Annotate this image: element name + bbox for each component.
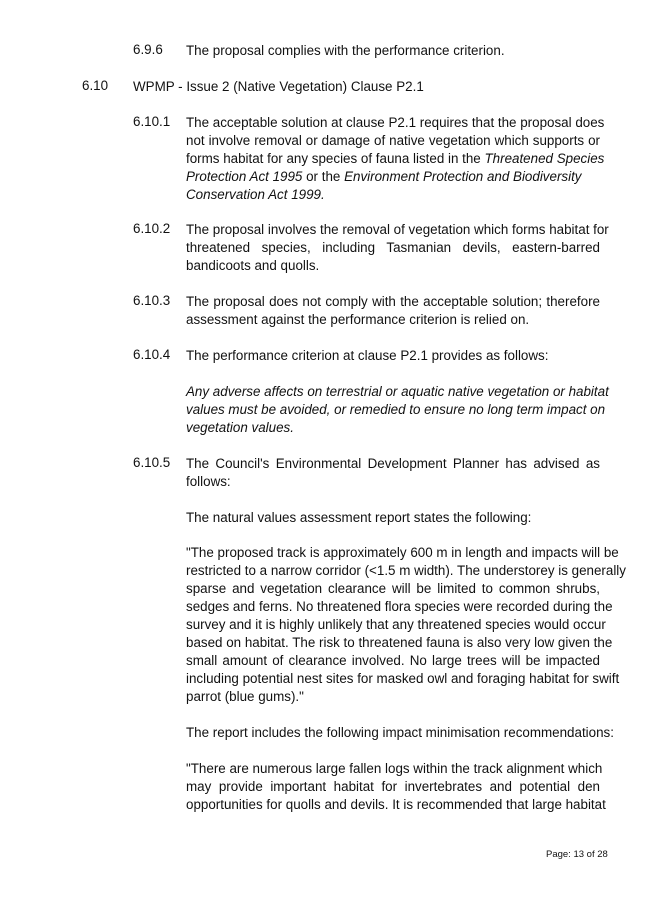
act-title-threatened-species-cont: Protection Act 1995 [186,169,303,184]
clause-number-6-10-2: 6.10.2 [133,221,171,236]
clause-6-10-1-line-5: Conservation Act 1999. [186,187,325,202]
page-number: Page: 13 of 28 [546,849,608,860]
clause-6-10-1-line-3 [186,150,605,168]
clause-6-10-1-line-4 [186,168,600,186]
report-quote-1-line-5: survey and it is highly unlikely that any threatened species would occur [186,617,606,632]
clause-6-10-1-line-3-text: forms habitat for any species of fauna listed in the [186,151,485,166]
report-quote-2-line-1: "There are numerous large fallen logs within the track alignment which [186,761,603,776]
section-heading-6-10: WPMP - Issue 2 (Native Vegetation) Clause P2.1 [133,79,424,94]
clause-6-10-2-line-3: bandicoots and quolls. [186,258,320,273]
section-number-6-10: 6.10 [82,78,109,93]
report-quote-2-line-2: may provide important habitat for invertebrates and potential den [186,779,600,794]
clause-number-6-10-4: 6.10.4 [133,347,171,362]
clause-6-10-2-line-2: threatened species, including Tasmanian devils, eastern-barred [186,240,600,255]
report-quote-2-line-3: opportunities for quolls and devils. It is recommended that large habitat [186,797,606,812]
report-quote-1-line-8: including potential nest sites for masked owl and foraging habitat for swift [186,671,620,686]
report-quote-1-line-3: sparse and vegetation clearance will be limited to common shrubs, [186,581,600,596]
report-quote-1-line-2: restricted to a narrow corridor (<1.5 m width). The understorey is generally [186,563,626,578]
clause-6-10-5-line-2: follows: [186,474,231,489]
clause-number-6-10-5: 6.10.5 [133,455,171,470]
clause-6-10-1-line-1: The acceptable solution at clause P2.1 requires that the proposal does [186,115,605,130]
act-title-threatened-species: Threatened Species [484,151,605,166]
criterion-quote-line-2: values must be avoided, or remedied to ensure no long term impact on [186,402,606,417]
criterion-quote-line-3: vegetation values. [186,420,294,435]
clause-number-6-9-6: 6.9.6 [133,42,163,57]
clause-number-6-10-1: 6.10.1 [133,114,171,129]
act-title-environment-protection: Environment Protection and Biodiversity [344,169,582,184]
report-quote-1-line-6: based on habitat. The risk to threatened fauna is also very low given the [186,635,613,650]
clause-6-10-2-line-1: The proposal involves the removal of vegetation which forms habitat for [186,222,609,237]
clause-6-10-1-connector: or the [302,169,345,184]
report-quote-1-line-7: small amount of clearance involved. No large trees will be impacted [186,653,600,668]
clause-6-10-3-line-1: The proposal does not comply with the acceptable solution; therefore [186,294,600,309]
report-quote-1-line-1: "The proposed track is approximately 600 m in length and impacts will be [186,545,619,560]
clause-6-10-5-line-1: The Council's Environmental Development Planner has advised as [186,456,600,471]
criterion-quote-line-1: Any adverse affects on terrestrial or aquatic native vegetation or habitat [186,384,609,399]
advice-paragraph-1: The natural values assessment report states the following: [186,510,532,525]
advice-paragraph-2: The report includes the following impact minimisation recommendations: [186,725,614,740]
report-quote-1-line-4: sedges and ferns. No threatened flora species were recorded during the [186,599,613,614]
clause-6-10-3-line-2: assessment against the performance criterion is relied on. [186,312,530,327]
clause-6-10-4-line-1: The performance criterion at clause P2.1 provides as follows: [186,348,549,363]
clause-text-6-9-6: The proposal complies with the performance criterion. [186,43,505,58]
clause-number-6-10-3: 6.10.3 [133,293,171,308]
report-quote-1-line-9: parrot (blue gums)." [186,689,304,704]
clause-6-10-1-line-2: not involve removal or damage of native vegetation which supports or [186,133,600,148]
